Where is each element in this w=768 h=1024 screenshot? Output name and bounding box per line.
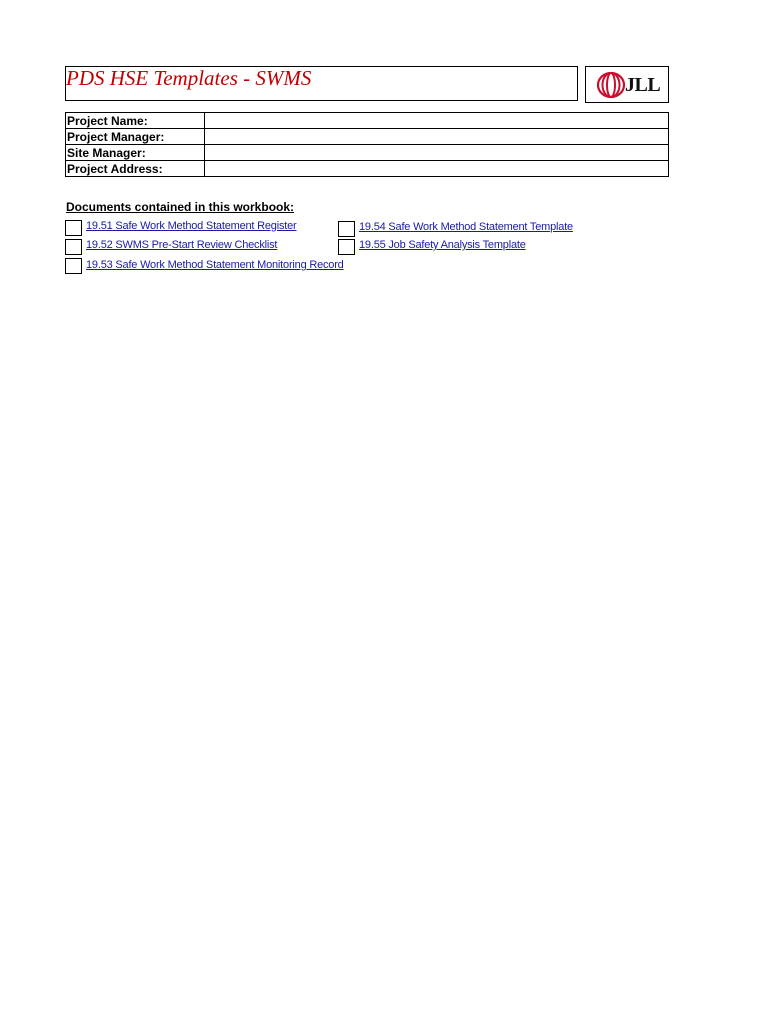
project-address-field[interactable] [205, 161, 669, 177]
project-name-field[interactable] [205, 113, 669, 129]
table-row [66, 129, 669, 145]
site-manager-field[interactable] [205, 145, 669, 161]
document-link-19-53[interactable]: 19.53 Safe Work Method Statement Monitoring Record [86, 259, 344, 271]
document-link-19-55[interactable]: 19.55 Job Safety Analysis Template [359, 239, 526, 251]
project-name-label: Project Name: [66, 113, 205, 129]
jll-logo [585, 66, 669, 103]
table-row [66, 113, 669, 129]
document-checkbox[interactable] [65, 239, 82, 255]
table-row [66, 145, 669, 161]
project-info-table [65, 112, 669, 177]
page-title: PDS HSE Templates - SWMS [66, 66, 312, 90]
table-row [66, 161, 669, 177]
document-link-19-51[interactable]: 19.51 Safe Work Method Statement Register [86, 220, 297, 232]
project-address-label: Project Address: [66, 161, 205, 177]
logo-text: JLL [625, 74, 661, 96]
document-checkbox[interactable] [65, 258, 82, 274]
document-checkbox[interactable] [338, 239, 355, 255]
site-manager-label: Site Manager: [66, 145, 205, 161]
project-manager-field[interactable] [205, 129, 669, 145]
document-link-19-54[interactable]: 19.54 Safe Work Method Statement Template [359, 221, 573, 233]
document-checkbox[interactable] [338, 221, 355, 237]
documents-heading: Documents contained in this workbook: [66, 200, 295, 214]
jll-logo-mark-icon [596, 71, 626, 99]
document-link-19-52[interactable]: 19.52 SWMS Pre-Start Review Checklist [86, 239, 278, 251]
project-manager-label: Project Manager: [66, 129, 205, 145]
title-box [65, 66, 578, 101]
document-checkbox[interactable] [65, 220, 82, 236]
